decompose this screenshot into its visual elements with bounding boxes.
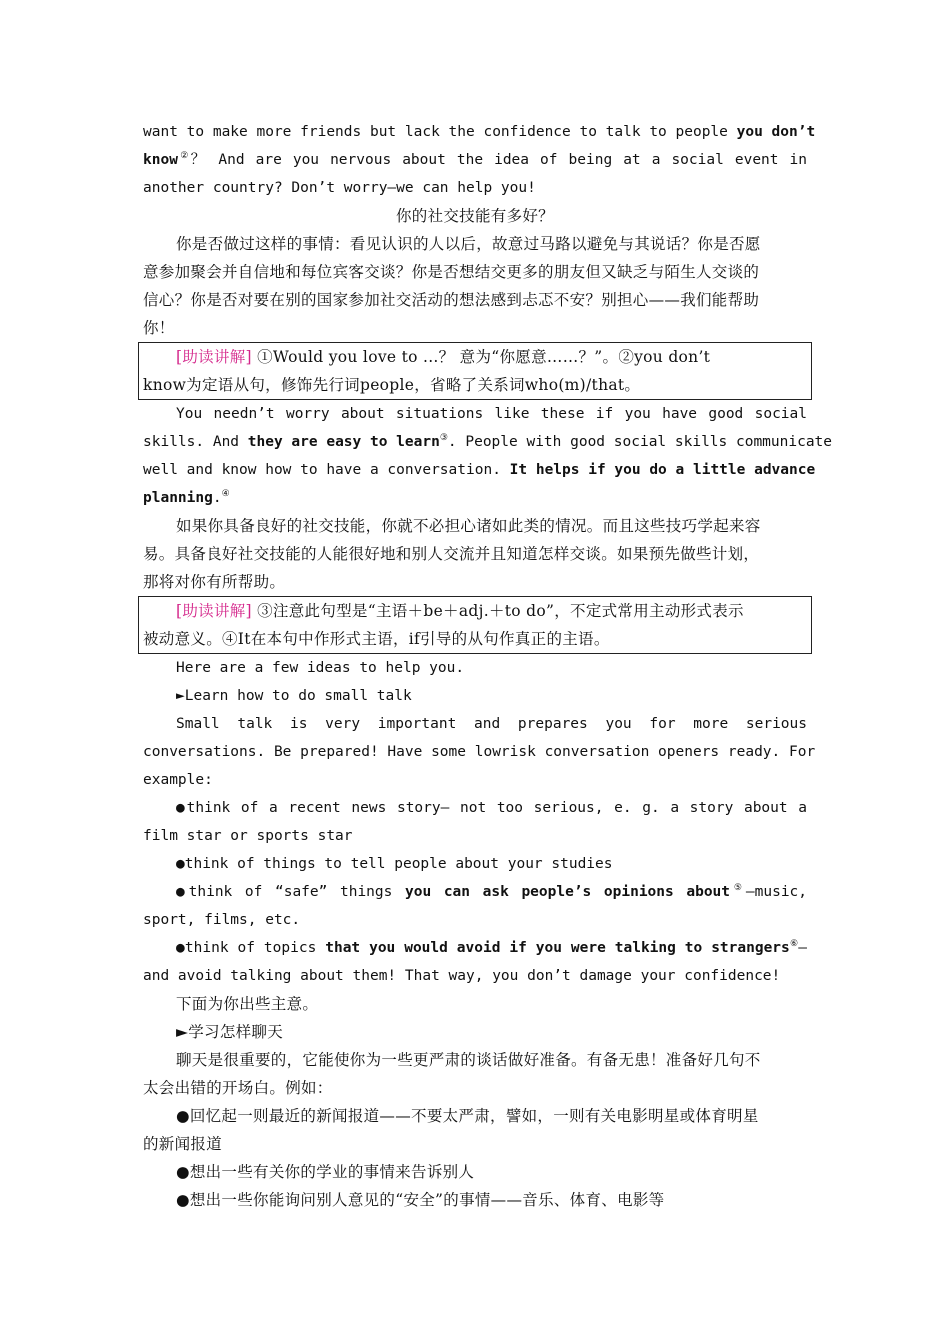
text-line <box>143 456 816 484</box>
text-line: You needn’t worry about situations like these if you have good social <box>176 406 807 422</box>
translation-bullet: ●回忆起一则最近的新闻报道——不要太严肃，譬如，一则有关电影明星或体育明星 <box>176 1107 759 1125</box>
note-line <box>143 343 807 371</box>
translation-line: 聊天是很重要的，它能使你为一些更严肃的谈话做好准备。有备无患！准备好几句不 <box>176 1051 761 1069</box>
bold-phrase: you don’t <box>736 124 816 140</box>
text-run: ●think of topics <box>176 940 326 956</box>
text-run: — <box>798 940 807 956</box>
bold-phrase: that you would avoid if you were talking to strangers <box>325 940 790 956</box>
footnote-marker: ③ <box>439 433 448 443</box>
text-line <box>143 118 816 146</box>
translation-heading: ►学习怎样聊天 <box>176 1023 284 1041</box>
text-line <box>143 146 807 174</box>
text-run: ？ And are you nervous about the idea of being at a social event in <box>190 152 807 168</box>
translation-line: 太会出错的开场白。例如： <box>143 1079 333 1097</box>
bold-phrase: It helps if you do a little advance <box>509 462 816 478</box>
note-line: 被动意义。④It在本句中作形式主语，if引导的从句作真正的主语。 <box>143 630 610 648</box>
document-page <box>143 118 833 1214</box>
bullet-item: ●think of things to tell people about your studies <box>176 856 613 872</box>
text-run: ●think of “safe” things <box>176 884 405 900</box>
bold-phrase: you can ask people’s opinions about <box>405 884 731 900</box>
note-line: know为定语从句，修饰先行词people，省略了关系词who(m)/that。 <box>143 376 641 394</box>
text-run: . <box>212 490 222 506</box>
text-run: want to make more friends but lack the confidence to talk to people <box>143 124 737 140</box>
translation-line: 的新闻报道 <box>143 1135 223 1153</box>
reading-note-box <box>138 342 812 400</box>
bold-phrase: they are easy to learn <box>247 434 440 450</box>
translation-bullet: ●想出一些有关你的学业的事情来告诉别人 <box>176 1163 475 1181</box>
note-tag: [助读讲解] <box>176 348 252 366</box>
translation-line: 易。具备良好社交技能的人能很好地和别人交流并且知道怎样交谈。如果预先做些计划， <box>143 545 760 563</box>
text-run: skills. And <box>143 434 248 450</box>
text-line <box>143 428 833 456</box>
translation-line: 你！ <box>143 319 175 337</box>
translation-line: 意参加聚会并自信地和每位宾客交谈？你是否想结交更多的朋友但又缺乏与陌生人交谈的 <box>143 263 760 281</box>
text-run: well and know how to have a conversation. <box>143 462 510 478</box>
footnote-marker: ④ <box>221 489 230 499</box>
section-heading: ►Learn how to do small talk <box>176 688 412 704</box>
bullet-continuation: film star or sports star <box>143 828 353 844</box>
bullet-item <box>143 878 807 906</box>
translation-line: 信心？你是否对要在别的国家参加社交活动的想法感到忐忑不安？别担心——我们能帮助 <box>143 291 760 309</box>
note-line <box>143 597 807 625</box>
footnote-marker: ⑥ <box>789 939 799 949</box>
text-run: —music, <box>745 884 808 900</box>
bullet-item: ●think of a recent news story— not too serious, e. g. a story about a <box>176 800 807 816</box>
footnote-marker: ② <box>177 151 191 161</box>
text-line <box>143 484 807 512</box>
bold-phrase: planning <box>143 490 213 506</box>
reading-note-box <box>138 596 812 654</box>
text-line: conversations. Be prepared! Have some lowrisk conversation openers ready. For <box>143 744 816 760</box>
translation-line: 如果你具备良好的社交技能，你就不必担心诸如此类的情况。而且这些技巧学起来容 <box>176 517 761 535</box>
text-line: Here are a few ideas to help you. <box>176 660 465 676</box>
bold-phrase: know <box>143 152 178 168</box>
text-line: example: <box>143 772 213 788</box>
text-line: Small talk is very important and prepares you for more serious <box>176 716 807 732</box>
translation-line: 下面为你出些主意。 <box>176 995 319 1013</box>
footnote-marker: ⑤ <box>730 883 746 893</box>
translation-line: 你是否做过这样的事情：看见认识的人以后，故意过马路以避免与其说话？你是否愿 <box>176 235 761 253</box>
note-text: ③注意此句型是“主语＋be＋adj.＋to do”，不定式常用主动形式表示 <box>251 602 744 620</box>
bullet-item <box>143 934 807 962</box>
note-tag: [助读讲解] <box>176 602 252 620</box>
translation-bullet: ●想出一些你能询问别人意见的“安全”的事情——音乐、体育、电影等 <box>176 1191 665 1209</box>
bullet-continuation: and avoid talking about them! That way, you don’t damage your confidence! <box>143 968 781 984</box>
bullet-continuation: sport, films, etc. <box>143 912 301 928</box>
note-text: ①Would you love to ...？ 意为“你愿意……？”。②you don’t <box>251 348 711 366</box>
text-run: . People with good social skills communicate <box>447 434 833 450</box>
translation-title: 你的社交技能有多好？ <box>395 207 554 225</box>
text-line: another country? Don’t worry—we can help you! <box>143 180 536 196</box>
translation-line: 那将对你有所帮助。 <box>143 573 286 591</box>
